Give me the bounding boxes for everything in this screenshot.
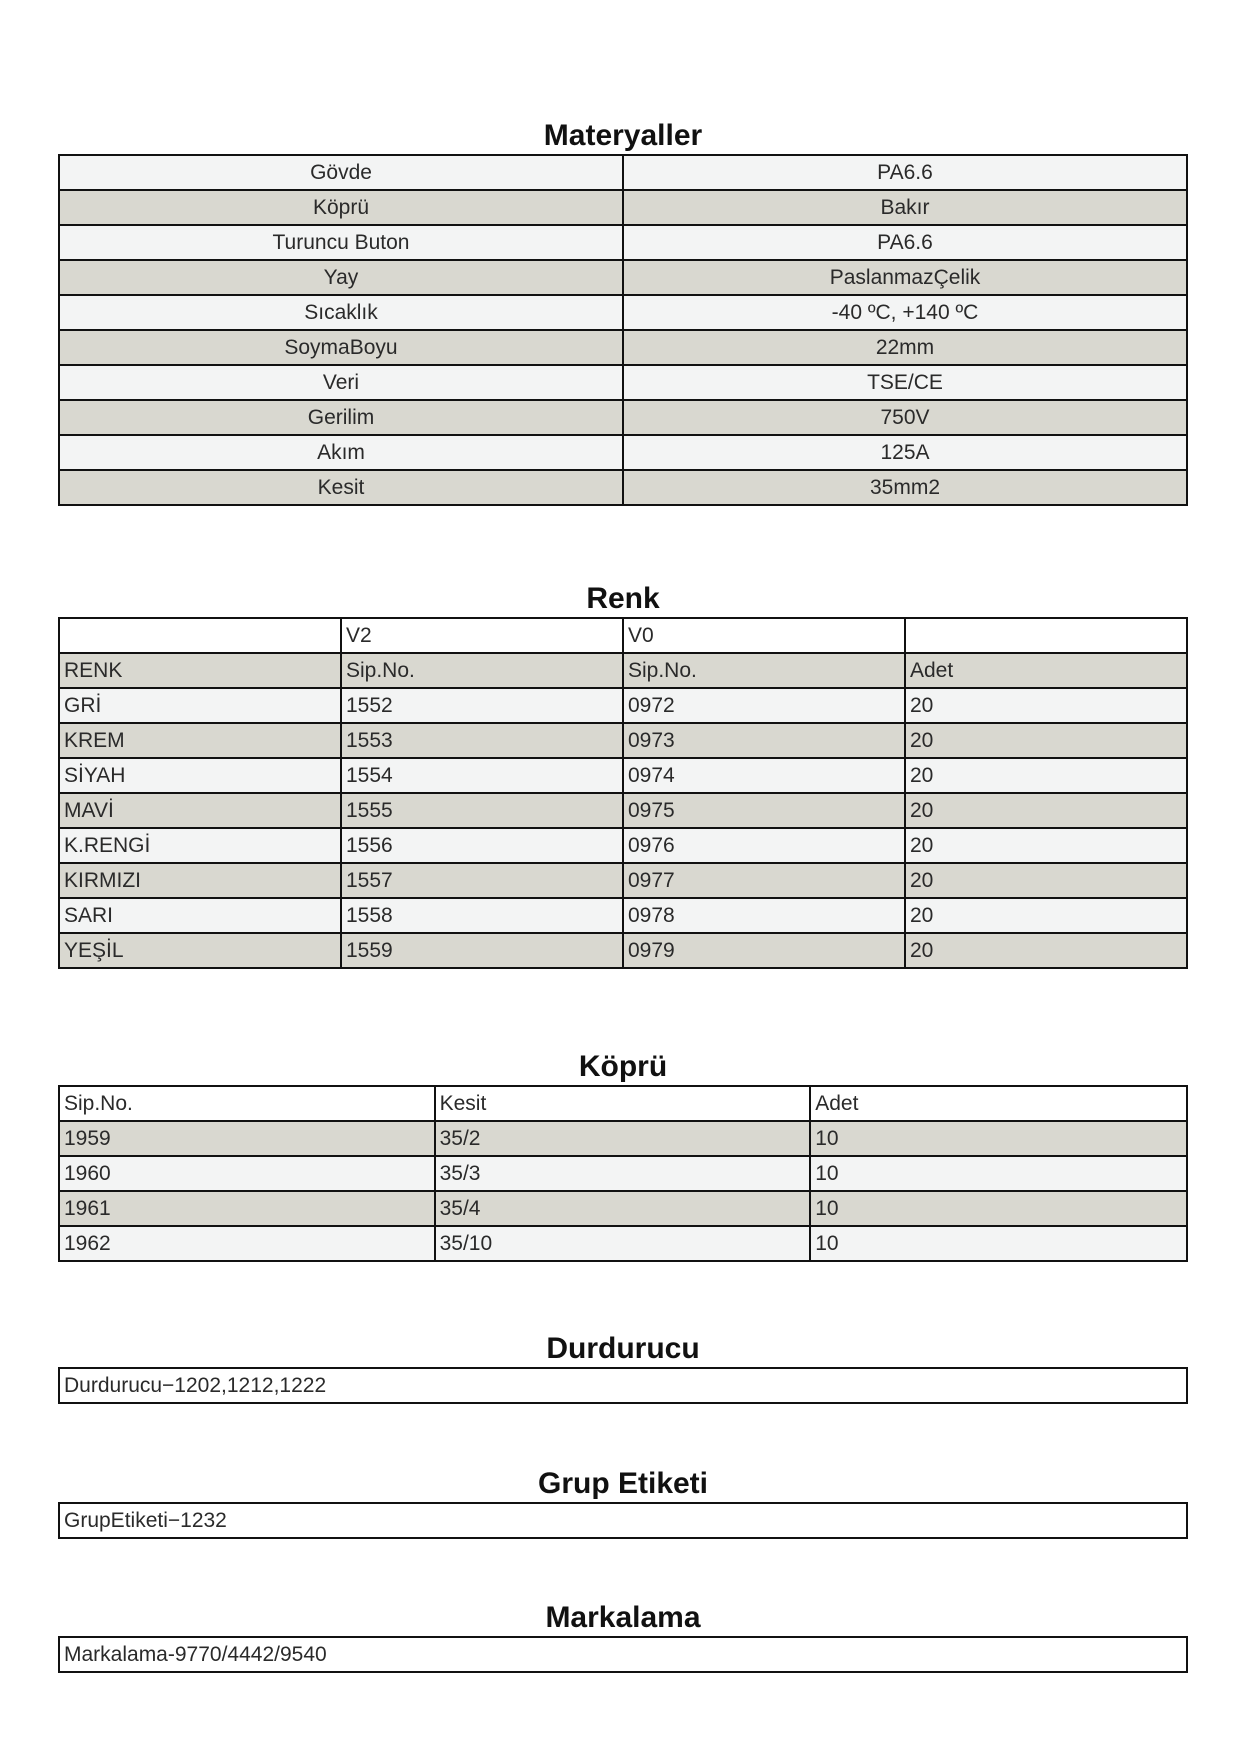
material-label-cell: Veri — [59, 365, 623, 400]
table-row — [59, 758, 1187, 793]
durdurucu-value: Durdurucu−1202,1212,1222 — [59, 1368, 1187, 1403]
material-value-cell: 22mm — [623, 330, 1187, 365]
table-cell: 1552 — [341, 688, 623, 723]
material-value-cell: 750V — [623, 400, 1187, 435]
table-row — [59, 793, 1187, 828]
material-label-cell: Gövde — [59, 155, 623, 190]
table-row — [59, 260, 1187, 295]
table-cell: 1959 — [59, 1121, 435, 1156]
table-cell: SİYAH — [59, 758, 341, 793]
table-row — [59, 723, 1187, 758]
table-cell: 1555 — [341, 793, 623, 828]
table-row — [59, 330, 1187, 365]
table-cell: 10 — [810, 1121, 1187, 1156]
table-cell: 0975 — [623, 793, 905, 828]
table-row — [59, 295, 1187, 330]
material-label-cell: Yay — [59, 260, 623, 295]
column-header-cell: Sip.No. — [59, 1086, 435, 1121]
table-row — [59, 933, 1187, 968]
table-cell: 1557 — [341, 863, 623, 898]
table-cell: 0972 — [623, 688, 905, 723]
table-cell: MAVİ — [59, 793, 341, 828]
grup-etiketi-title: Grup Etiketi — [537, 1467, 709, 1500]
table-row — [59, 688, 1187, 723]
durdurucu-table — [58, 1367, 1188, 1404]
material-label-cell: Akım — [59, 435, 623, 470]
table-cell: 0977 — [623, 863, 905, 898]
material-label-cell: Sıcaklık — [59, 295, 623, 330]
table-cell: KREM — [59, 723, 341, 758]
table-row — [59, 898, 1187, 933]
table-cell: 20 — [905, 723, 1187, 758]
table-cell: 35/4 — [435, 1191, 811, 1226]
table-row — [59, 1191, 1187, 1226]
material-label-cell: SoymaBoyu — [59, 330, 623, 365]
renk-table — [58, 617, 1188, 969]
table-row — [59, 863, 1187, 898]
material-value-cell: 125A — [623, 435, 1187, 470]
material-value-cell: -40 ºC, +140 ºC — [623, 295, 1187, 330]
table-row — [59, 1226, 1187, 1261]
group-header-cell — [59, 618, 341, 653]
column-header-cell: Sip.No. — [341, 653, 623, 688]
table-cell: 1559 — [341, 933, 623, 968]
table-cell: KIRMIZI — [59, 863, 341, 898]
table-cell: 1961 — [59, 1191, 435, 1226]
table-cell: 35/3 — [435, 1156, 811, 1191]
material-value-cell: PA6.6 — [623, 225, 1187, 260]
table-row — [59, 155, 1187, 190]
markalama-table — [58, 1636, 1188, 1673]
table-cell: 0978 — [623, 898, 905, 933]
table-cell: 35/10 — [435, 1226, 811, 1261]
table-cell: 20 — [905, 793, 1187, 828]
table-cell: 0979 — [623, 933, 905, 968]
table-cell: SARI — [59, 898, 341, 933]
column-header-cell: Adet — [905, 653, 1187, 688]
table-row — [59, 1086, 1187, 1121]
material-value-cell: PA6.6 — [623, 155, 1187, 190]
table-row — [59, 828, 1187, 863]
table-row — [59, 1156, 1187, 1191]
material-value-cell: TSE/CE — [623, 365, 1187, 400]
table-cell: 1554 — [341, 758, 623, 793]
table-cell: 1553 — [341, 723, 623, 758]
material-label-cell: Kesit — [59, 470, 623, 505]
table-cell: 0974 — [623, 758, 905, 793]
table-cell: GRİ — [59, 688, 341, 723]
table-cell: 1960 — [59, 1156, 435, 1191]
table-row — [59, 400, 1187, 435]
column-header-cell: RENK — [59, 653, 341, 688]
table-cell: 20 — [905, 758, 1187, 793]
table-cell: 35/2 — [435, 1121, 811, 1156]
table-cell: 0976 — [623, 828, 905, 863]
table-cell: 1558 — [341, 898, 623, 933]
renk-title: Renk — [586, 582, 660, 615]
column-header-cell: Kesit — [435, 1086, 811, 1121]
material-label-cell: Köprü — [59, 190, 623, 225]
table-cell: 10 — [810, 1226, 1187, 1261]
grup-etiketi-table — [58, 1502, 1188, 1539]
group-header-cell: V2 — [341, 618, 623, 653]
table-cell: 20 — [905, 898, 1187, 933]
table-cell: 10 — [810, 1191, 1187, 1226]
table-row — [59, 1368, 1187, 1403]
table-cell: 1962 — [59, 1226, 435, 1261]
table-row — [59, 225, 1187, 260]
table-row — [59, 653, 1187, 688]
table-cell: K.RENGİ — [59, 828, 341, 863]
table-row — [59, 1637, 1187, 1672]
durdurucu-title: Durdurucu — [546, 1332, 700, 1365]
group-header-cell — [905, 618, 1187, 653]
markalama-title: Markalama — [545, 1601, 701, 1634]
table-row — [59, 190, 1187, 225]
table-row — [59, 365, 1187, 400]
material-value-cell: 35mm2 — [623, 470, 1187, 505]
kopru-title: Köprü — [578, 1050, 668, 1083]
table-cell: 20 — [905, 688, 1187, 723]
table-cell: YEŞİL — [59, 933, 341, 968]
table-cell: 20 — [905, 828, 1187, 863]
materyaller-table — [58, 154, 1188, 506]
material-value-cell: Bakır — [623, 190, 1187, 225]
material-label-cell: Gerilim — [59, 400, 623, 435]
table-cell: 20 — [905, 933, 1187, 968]
material-value-cell: PaslanmazÇelik — [623, 260, 1187, 295]
table-cell: 0973 — [623, 723, 905, 758]
group-header-cell: V0 — [623, 618, 905, 653]
material-label-cell: Turuncu Buton — [59, 225, 623, 260]
table-cell: 20 — [905, 863, 1187, 898]
table-row — [59, 1121, 1187, 1156]
table-row — [59, 470, 1187, 505]
materyaller-title: Materyaller — [543, 119, 703, 152]
grup-etiketi-value: GrupEtiketi−1232 — [59, 1503, 1187, 1538]
table-row — [59, 1503, 1187, 1538]
table-row — [59, 618, 1187, 653]
column-header-cell: Adet — [810, 1086, 1187, 1121]
table-row — [59, 435, 1187, 470]
kopru-table — [58, 1085, 1188, 1262]
table-cell: 1556 — [341, 828, 623, 863]
markalama-value: Markalama-9770/4442/9540 — [59, 1637, 1187, 1672]
table-cell: 10 — [810, 1156, 1187, 1191]
column-header-cell: Sip.No. — [623, 653, 905, 688]
